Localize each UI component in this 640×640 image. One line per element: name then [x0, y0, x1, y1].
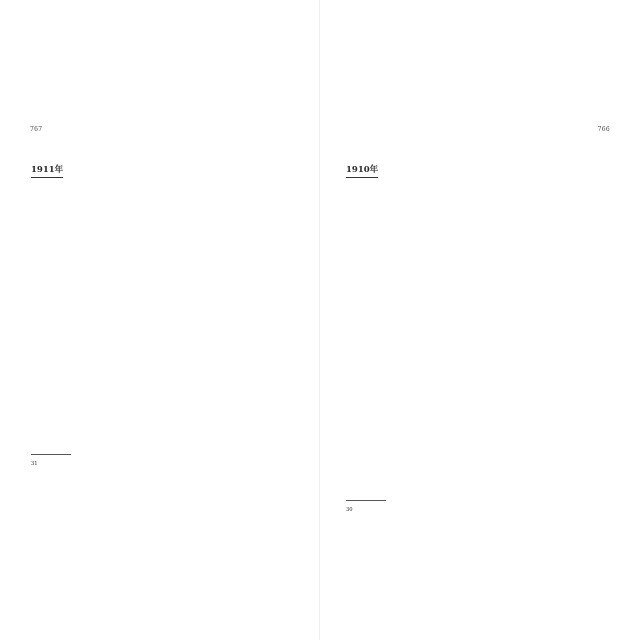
right-page: [320, 0, 640, 640]
right-footnote: [346, 506, 610, 515]
right-footnote-number: 30: [346, 507, 353, 513]
left-year-heading-text: 1911年: [31, 165, 63, 178]
left-running-head: 767: [30, 126, 43, 133]
left-footnote-number: 31: [31, 461, 38, 467]
right-footnote-rule: [346, 500, 386, 501]
right-text-column: [346, 156, 610, 184]
left-footnote: [31, 460, 295, 469]
right-year-heading-text: 1910年: [346, 165, 378, 178]
left-year-heading: [31, 165, 295, 178]
left-footnote-rule: [31, 454, 71, 455]
right-running-head: 766: [597, 126, 610, 133]
right-year-heading: [346, 165, 610, 178]
right-footnote-text: [358, 506, 610, 515]
right-footnotes: [346, 506, 610, 515]
left-footnotes: [31, 460, 295, 469]
left-footnote-text: [43, 460, 295, 469]
left-text-column: [31, 156, 295, 184]
